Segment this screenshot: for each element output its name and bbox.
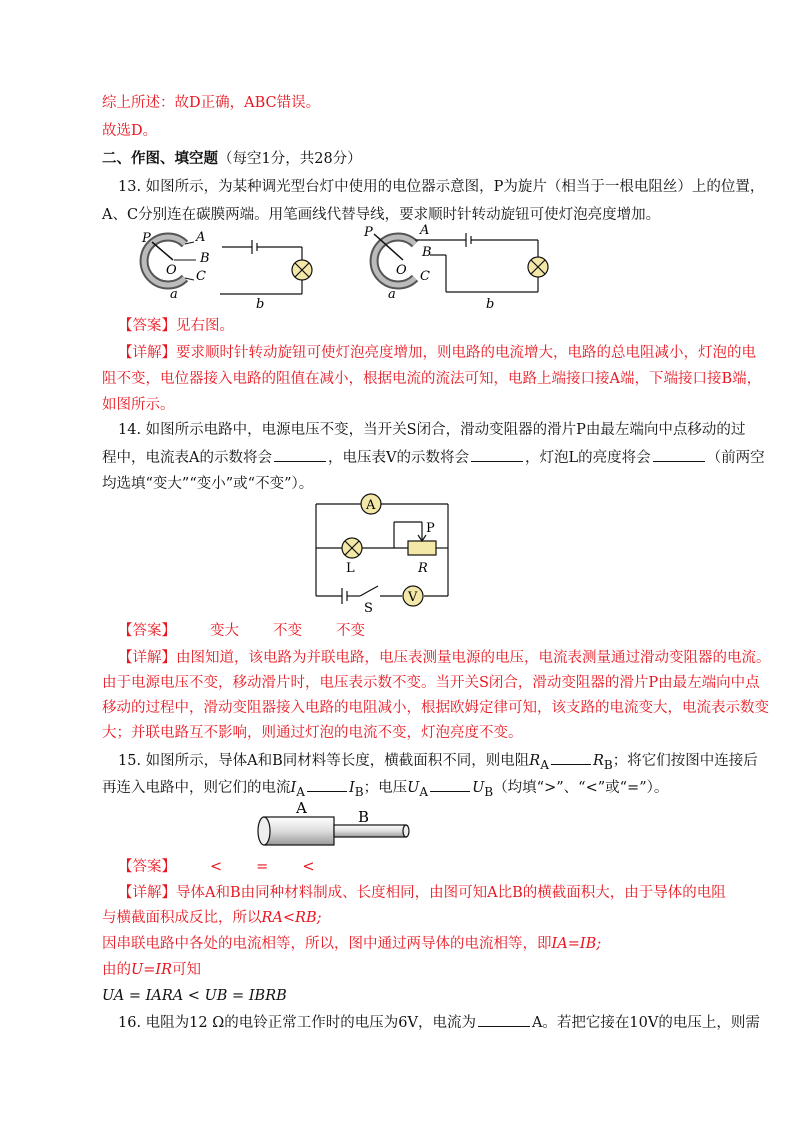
circuit-right [415, 233, 548, 292]
q13-label-b-wire-left: b [256, 297, 265, 308]
q13-label-b-right: B [422, 245, 432, 260]
q15-blank-3[interactable] [430, 777, 470, 792]
q15-label-b: B [358, 808, 370, 826]
q14-answer: 【答案】 变大 不变 不变 [118, 623, 365, 639]
q15-label-a: A [296, 800, 307, 817]
q13-label-b-wire-right: b [486, 297, 495, 308]
q15-answer-tag: 【答案】 [118, 859, 176, 875]
q14-line1: 14. 如图所示电路中，电源电压不变，当开关S闭合，滑动变阻器的滑片P由最左端向中点移动的过 [118, 422, 746, 438]
lamp-icon [342, 538, 362, 558]
q15-conductor-diagram [250, 800, 420, 852]
q13-answer [118, 316, 234, 336]
potentiometer-right [363, 223, 432, 302]
q13-label-a-small-right: a [388, 287, 396, 302]
q14-detail3: 移动的过程中，滑动变阻器接入电路的电阻减小，根据欧姆定律可知，该支路的电流变大，电流表示数变 [102, 700, 769, 716]
q15-blank-1[interactable] [551, 750, 591, 765]
q14-detail2: 由于电源电压不变，移动滑片时，电压表示数不变。当开关S闭合，滑动变阻器的滑片P由最左端向中点 [102, 675, 760, 691]
q14-answer-tag: 【答案】 [118, 623, 176, 639]
q14-label-slider: P [426, 521, 435, 536]
q13-detail3: 如图所示。 [102, 397, 175, 413]
q13-detail2: 阻不变，电位器接入电路的阻值在减小，根据电流的流法可知，电路上端接口接A端，下端接口接B端， [102, 371, 762, 387]
q12-choice: 故选D。 [102, 123, 158, 139]
q13-detail-tag: 【详解】 [118, 345, 176, 361]
q13-label-c-right: C [420, 269, 430, 284]
q13-answer-tag: 【答案】 [118, 318, 176, 334]
q15-detail-tag: 【详解】 [118, 885, 176, 901]
q15-detail3: 因串联电路中各处的电流相等，所以，图中通过两导体的电流相等，即IA=IB; [102, 936, 602, 952]
potentiometer-left [141, 230, 210, 302]
q13-label-a-small: a [170, 287, 178, 302]
q14-label-switch: S [364, 601, 373, 614]
q13-line1: 13. 如图所示，为某种调光型台灯中使用的电位器示意图，P为旋片（相当于一根电阻丝）上的位置， [118, 179, 765, 195]
q16-line1: 16. 电阻为12 Ω的电铃正常工作时的电压为6V，电流为 A。若把它接在10V的电压上，则需 [118, 1012, 760, 1033]
q14-circuit-diagram [308, 486, 458, 614]
q15-answer: 【答案】 < = < [118, 859, 315, 875]
q16-blank-1[interactable] [478, 1012, 530, 1027]
q14-blank-3[interactable] [653, 447, 705, 462]
section-title: 二、作图、填空题 [102, 150, 218, 167]
q13-diagrams [130, 222, 570, 308]
q13-detail1: 【详解】要求顺时针转动旋钮可使灯泡亮度增加，则电路的电流增大，电路的总电阻减小，灯泡的电 [118, 345, 756, 361]
q13-label-b: B [200, 251, 210, 266]
q13-label-a-right: A [420, 223, 430, 238]
q13-label-p: P [142, 231, 151, 246]
q13-label-o: O [166, 263, 177, 278]
q15-detail4: 由的U=IR可知 [102, 962, 202, 978]
q15-detail1: 【详解】导体A和B由同种材料制成、长度相同，由图可知A比B的横截面积大，由于导体的电阻 [118, 885, 726, 901]
q13-line2: A、C分别连在碳膜两端。用笔画线代替导线，要求顺时针转动旋钮可使灯泡亮度增加。 [102, 207, 661, 223]
q14-detail4: 大；并联电路互不影响，则通过灯泡的电流不变，灯泡亮度不变。 [102, 725, 523, 741]
q14-detail-tag: 【详解】 [118, 650, 176, 666]
circuit-left [220, 240, 312, 294]
q13-label-a: A [196, 230, 206, 245]
q15-detail2: 与横截面积成反比，所以RA<RB; [102, 910, 322, 926]
q14-line2: 程中，电流表A的示数将会 ，电压表V的示数将会 ，灯泡L的亮度将会 （前两空 [102, 447, 765, 468]
q14-detail1: 【详解】由图知道，该电路为并联电路，电压表测量电源的电压，电流表测量通过滑动变阻器的电流。 [118, 650, 771, 666]
q14-line3: 均选填“变大”“变小”或“不变”）。 [102, 476, 314, 492]
section-note: （每空1分，共28分） [218, 151, 362, 167]
q13-answer-text: 见右图。 [176, 318, 234, 334]
section-heading [102, 149, 362, 169]
q12-summary: 综上所述：故D正确，ABC错误。 [102, 95, 321, 111]
q14-blank-2[interactable] [471, 447, 523, 462]
q13-label-p-right: P [364, 225, 373, 240]
q15-formula: UA = IARA < UB = IBRB [102, 988, 287, 1004]
q15-line1: 15. 如图所示，导体A和B同材料等长度，横截面积不同，则电阻$R_A$ $R_B$；将它们按图中连接后 [118, 750, 758, 775]
q14-label-ammeter: A [366, 498, 376, 513]
q15-blank-2[interactable] [307, 777, 347, 792]
q15-line2: 再连入电路中，则它们的电流$I_A$ $I_B$；电压$U_A$ $U_B$（均填“>”、“<”或“=”）。 [102, 777, 668, 802]
q14-label-voltmeter: V [408, 590, 418, 605]
q14-label-lamp: L [346, 561, 355, 576]
q13-label-o-right: O [396, 263, 407, 278]
q14-label-resistor: R [418, 561, 428, 576]
q14-blank-1[interactable] [274, 447, 326, 462]
q13-label-c: C [196, 269, 206, 284]
